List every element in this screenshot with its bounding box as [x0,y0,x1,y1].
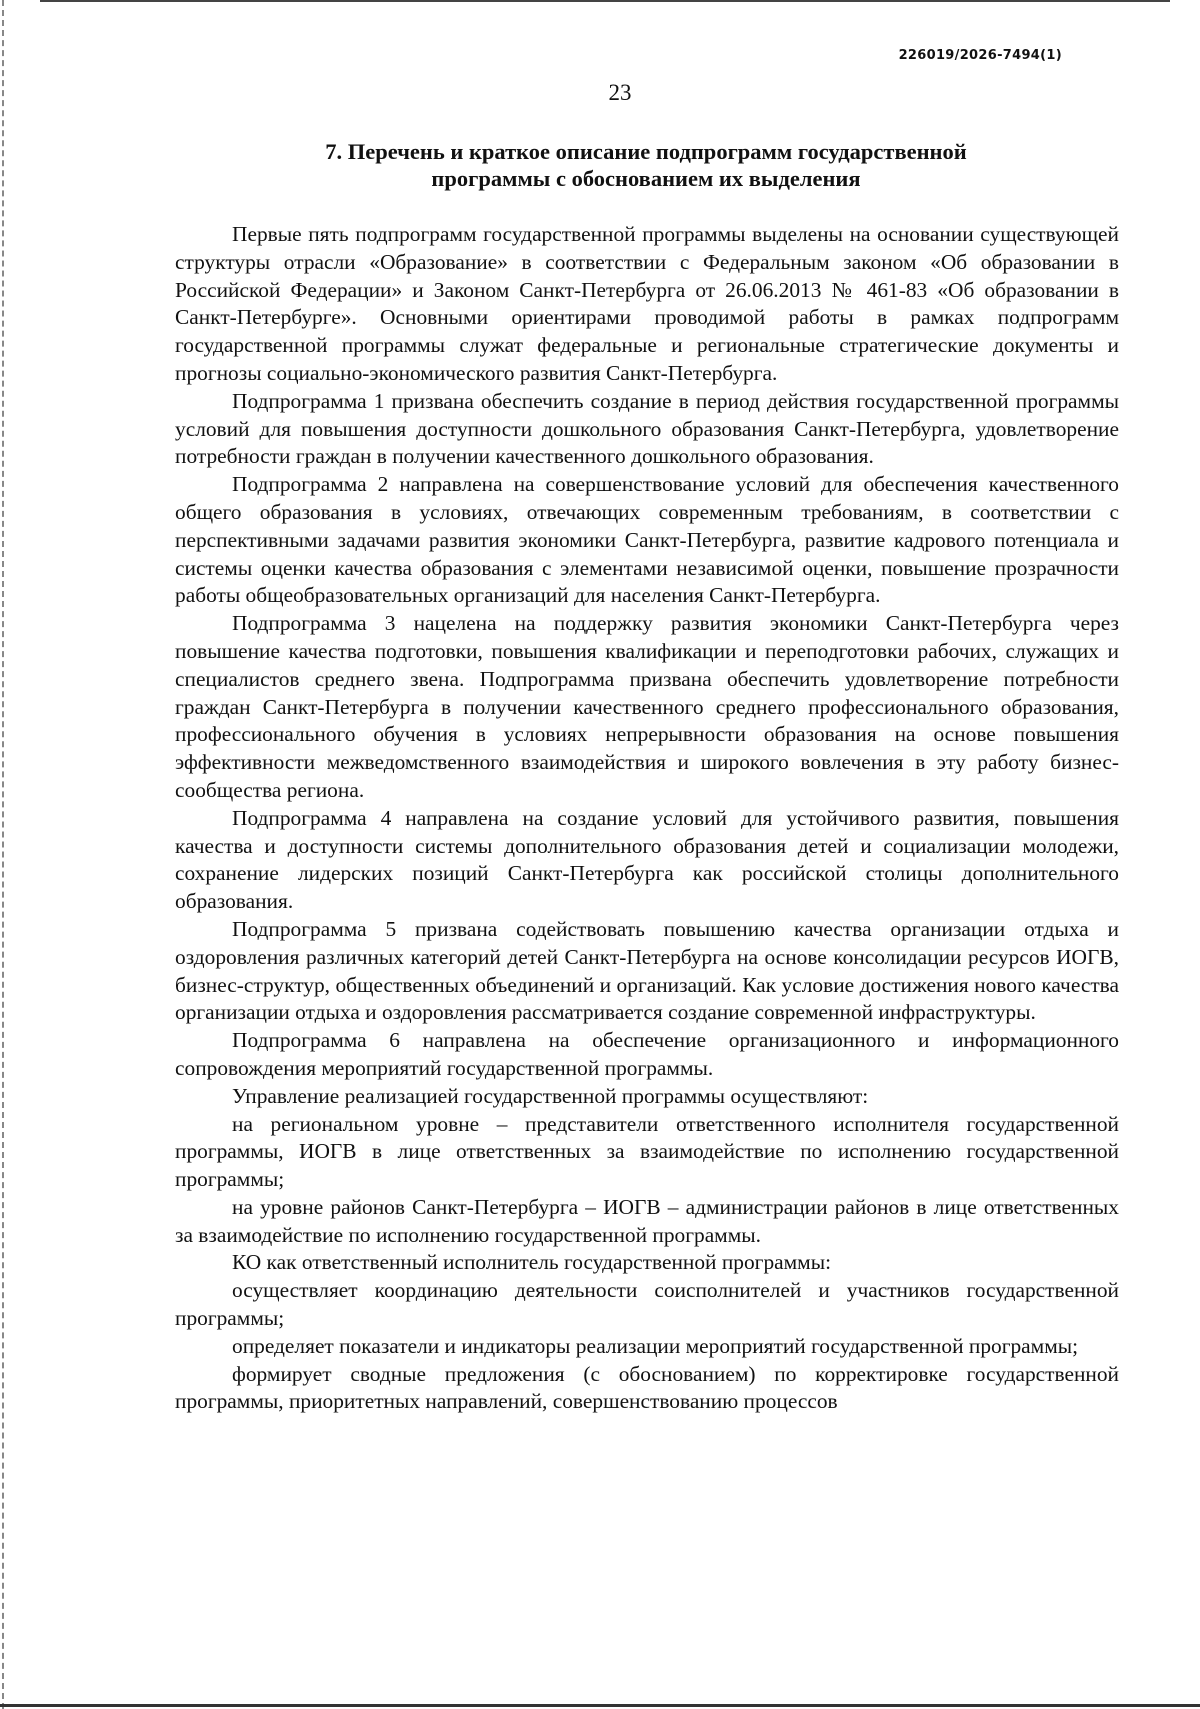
paragraph: Подпрограмма 6 направлена на обеспечение организационного и информационного сопровождения мероприятий государственной программы. [175,1028,1119,1080]
scan-edge-left [2,0,4,1709]
page-number: 23 [608,80,632,105]
paragraph: Подпрограмма 5 призвана содействовать повышению качества организации отдыха и оздоровления различных категорий детей Санкт-Петербурга на основе консолидации ресурсов ИОГВ, бизнес-структур, общественных объединений и организаций. Как условие достижения нового качества организации отдыха и оздоровления рассматривается создание современной инфраструктуры. [175,916,1119,1025]
paragraph: на уровне районов Санкт-Петербурга – ИОГВ – администрации районов в лице ответственных за взаимодействие по исполнению государственной программы. [175,1194,1119,1247]
paragraph: Подпрограмма 2 направлена на совершенствование условий для обеспечения качественного общего образования в условиях, отвечающих современным требованиям, в соответствии с перспективными задачами развития экономики Санкт-Петербурга, развитие кадрового потенциала и системы оценки качества образования с элементами независимой оценки, повышение прозрачности работы общеобразовательных организаций для населения Санкт-Петербурга. [175,472,1119,608]
paragraph: Управление реализацией государственной программы осуществляют: [232,1083,869,1108]
paragraph: Подпрограмма 4 направлена на создание условий для устойчивого развития, повышения качества и доступности системы дополнительного образования детей и социализации молодежи, сохранение лидерских позиций Санкт-Петербурга как российской столицы дополнительного образования. [175,805,1119,914]
document-id: 226019/2026-7494(1) [898,48,1062,63]
section-heading [176,138,1116,192]
paragraph: Подпрограмма 3 нацелена на поддержку развития экономики Санкт-Петербурга через повышение качества подготовки, повышения квалификации и переподготовки рабочих, служащих и специалистов среднего звена. Подпрограмма призвана обеспечить удовлетворение потребности граждан Санкт-Петербурга в получении качественного среднего профессионального образования, профессионального обучения в условиях непрерывности образования на основе повышения эффективности межведомственного взаимодействия и широкого вовлечения в эту работу бизнес-сообщества региона. [175,611,1119,802]
scan-edge-top [40,0,1170,2]
paragraph: определяет показатели и индикаторы реализации мероприятий государственной программы; [232,1333,1079,1358]
paragraph: Первые пять подпрограмм государственной программы выделены на основании существующей структуры отрасли «Образование» в соответствии с Федеральным законом «Об образовании в Российской Федерации» и Законом Санкт-Петербурга от 26.06.2013 № 461-83 «Об образовании в Санкт-Петербурге». Основными ориентирами проводимой работы в рамках подпрограмм государственной программы служат федеральные и региональные стратегические документы и прогнозы социально-экономического развития Санкт-Петербурга. [175,222,1119,385]
paragraph: формирует сводные предложения (с обоснованием) по корректировке государственной программы, приоритетных направлений, совершенствованию процессов [175,1361,1119,1414]
section-heading-line-1: 7. Перечень и краткое описание подпрограмм государственной [325,139,967,164]
scan-edge-bottom [0,1704,1200,1707]
paragraph: осуществляет координацию деятельности соисполнителей и участников государственной программы; [175,1278,1119,1331]
section-heading-line-2: программы с обоснованием их выделения [431,166,861,191]
document-body [175,221,1119,1416]
paragraph: КО как ответственный исполнитель государственной программы: [232,1250,832,1275]
paragraph: Подпрограмма 1 призвана обеспечить создание в период действия государственной программы условий для повышения доступности дошкольного образования Санкт-Петербурга, удовлетворение потребности граждан в получении качественного дошкольного образования. [175,388,1119,469]
paragraph: на региональном уровне – представители ответственного исполнителя государственной программы, ИОГВ в лице ответственных за взаимодействие по исполнению государственной программы; [175,1111,1119,1192]
